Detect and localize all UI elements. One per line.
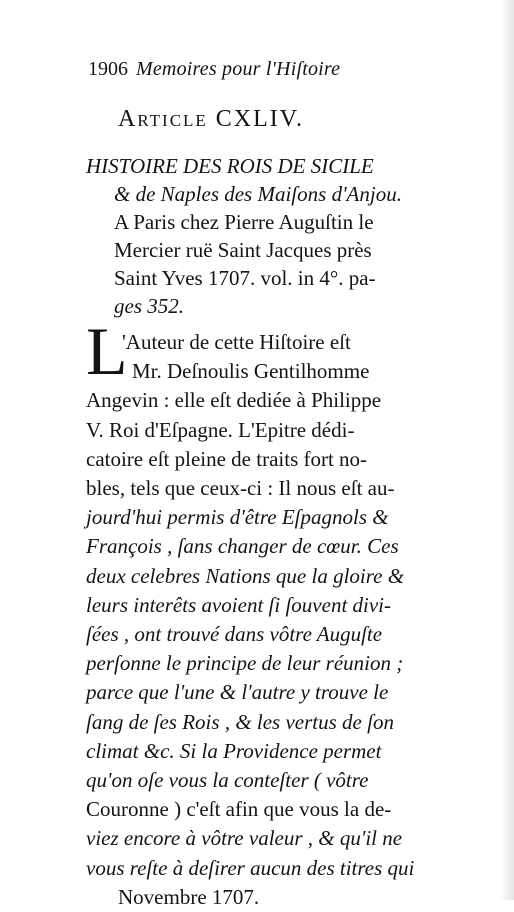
page-number: 1906 — [88, 58, 128, 80]
body-line: perſonne le principe de leur réunion ; — [86, 651, 404, 676]
body-line: jourd'hui permis d'être Eſpagnols & — [86, 505, 389, 530]
body-line: François , ſans changer de cœur. Ces — [86, 534, 399, 559]
body-line: vous reſte à deſirer aucun des titres qui — [86, 855, 415, 880]
running-head — [88, 56, 428, 86]
body-line: deux celebres Nations que la gloire & — [86, 563, 405, 588]
body-line: Novembre 1707. — [118, 884, 260, 909]
body-line: catoire eſt pleine de traits fort no- — [86, 446, 368, 471]
body-line: parce que l'une & l'autre y trouve le — [86, 680, 389, 705]
running-title: Memoires pour l'Hiſtoire — [136, 58, 341, 80]
body-line: Angevin : elle eſt dediée à Philippe — [86, 388, 382, 413]
body-line: 'Auteur de cette Hiſtoire eſt — [122, 330, 351, 354]
body-line: V. Roi d'Eſpagne. L'Epitre dédi- — [86, 417, 355, 442]
book-entry-line: ges 352. — [114, 294, 184, 318]
book-entry-line: Mercier ruë Saint Jacques près — [114, 238, 372, 262]
article-heading: Article CXLIV. — [118, 106, 305, 132]
book-entry — [86, 152, 446, 320]
body-text — [86, 328, 456, 912]
body-line: ſées , ont trouvé dans vôtre Auguſte — [86, 622, 383, 647]
body-line: ſang de ſes Rois , & les vertus de ſon — [86, 709, 394, 734]
book-entry-line: A Paris chez Pierre Auguſtin le — [114, 210, 374, 234]
book-entry-line: HISTOIRE DES ROIS DE SICILE — [86, 154, 374, 178]
body-line: climat &c. Si la Providence permet — [86, 738, 382, 763]
drop-cap: L — [86, 313, 128, 389]
page-edge-shadow — [500, 0, 514, 900]
body-line: viez encore à vôtre valeur , & qu'il ne — [86, 826, 403, 851]
body-line: bles, tels que ceux-ci : Il nous eſt au- — [86, 476, 395, 501]
book-entry-line: & de Naples des Maiſons d'Anjou. — [114, 182, 402, 206]
body-line: leurs interêts avoient ſi ſouvent divi- — [86, 592, 392, 617]
body-line: qu'on oſe vous la conteſter ( vôtre — [86, 768, 369, 793]
body-line: Couronne ) c'eſt afin que vous la de- — [86, 797, 392, 822]
body-line: Mr. Deſnoulis Gentilhomme — [132, 359, 370, 384]
book-entry-line: Saint Yves 1707. vol. in 4°. pa- — [114, 266, 376, 290]
